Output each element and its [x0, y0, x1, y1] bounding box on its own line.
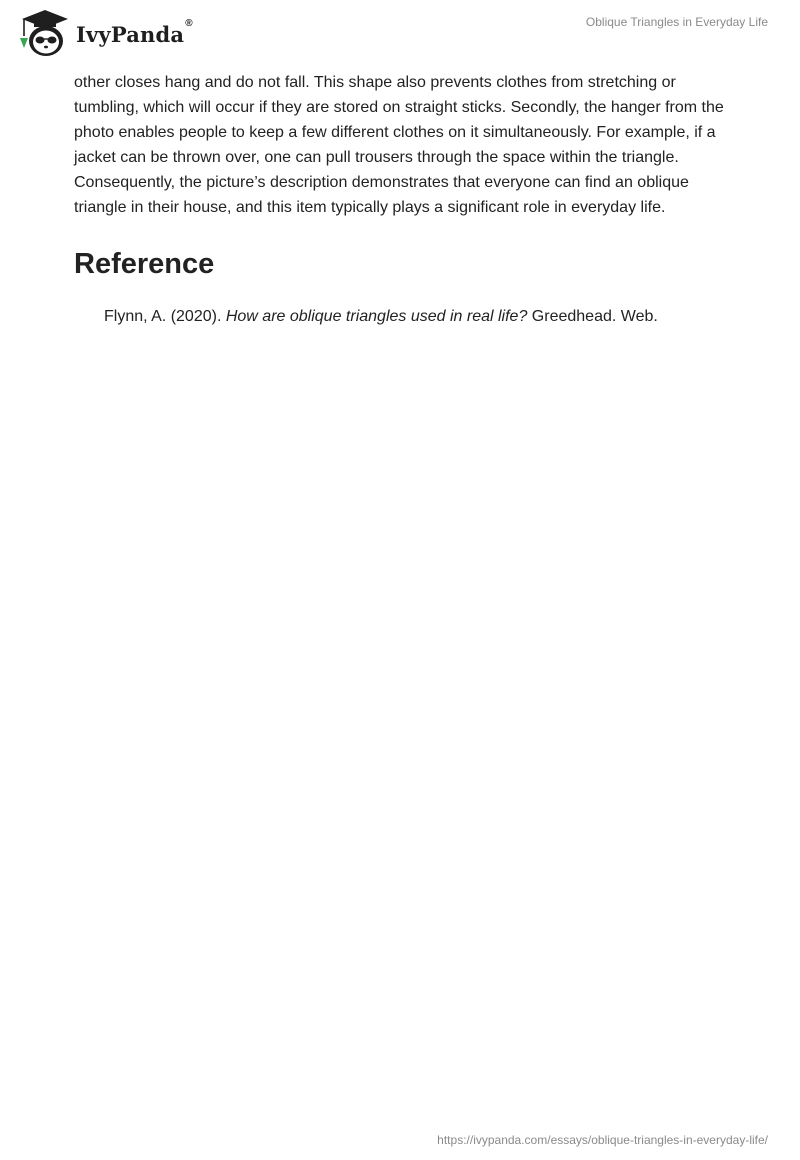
running-title: Oblique Triangles in Everyday Life — [585, 15, 768, 29]
panda-graduate-logo-icon — [16, 8, 74, 58]
document-content — [74, 70, 734, 329]
logo-wordmark — [76, 17, 193, 47]
page-header — [0, 0, 800, 64]
reference-heading: Reference — [74, 248, 215, 280]
registered-mark: ® — [185, 17, 193, 29]
footer-url[interactable]: https://ivypanda.com/essays/oblique-triangles-in-everyday-life/ — [437, 1133, 768, 1147]
reference-title: How are oblique triangles used in real life? — [225, 308, 528, 325]
reference-author-year: Flynn, A. (2020). — [104, 308, 226, 325]
ivypanda-logo[interactable] — [16, 8, 193, 58]
brand-name: IvyPanda — [76, 21, 185, 47]
reference-publisher: Greedhead. Web. — [527, 308, 658, 325]
body-paragraph: other closes hang and do not fall. This shape also prevents clothes from stretching or tumbling, which will occur if they are stored on straight sticks. Secondly, the hanger from the photo enables people to keep a few different clothes on it simultaneously. For example, if a jacket can be thrown over, one can pull trousers through the space within the triangle. Consequently, the picture’s description demonstrates that everyone can find an oblique triangle in their house, and this item typically plays a significant role in everyday life. — [74, 74, 724, 216]
reference-entry — [104, 305, 734, 329]
